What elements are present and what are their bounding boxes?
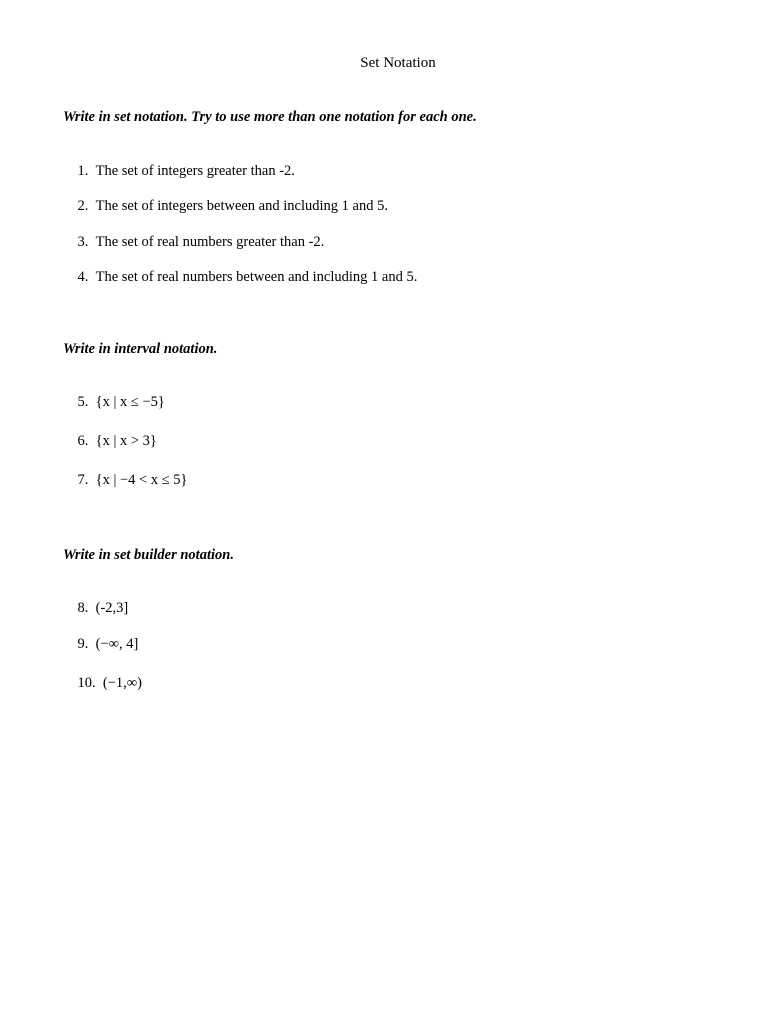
section-heading-interval-notation: Write in interval notation.	[63, 341, 218, 357]
problem-number: 3.	[77, 234, 89, 250]
problem-item-4	[63, 252, 417, 303]
problem-math-expression: (-2,3]	[95, 600, 129, 616]
problem-item-10	[63, 658, 142, 709]
problem-math-expression: {x | x ≤ −5}	[95, 394, 165, 410]
problem-number: 1.	[77, 163, 89, 179]
page-title: Set Notation	[360, 55, 436, 71]
section-heading-set-notation: Write in set notation. Try to use more than one notation for each one.	[63, 109, 477, 125]
problem-number: 10.	[77, 675, 96, 691]
problem-math-expression: (−1,∞)	[102, 675, 142, 691]
problem-math-expression: {x | x > 3}	[95, 433, 157, 449]
problem-number: 9.	[77, 636, 89, 652]
problem-number: 5.	[77, 394, 89, 410]
problem-text: The set of real numbers greater than -2.	[95, 234, 325, 250]
problem-math-expression: {x | −4 < x ≤ 5}	[95, 472, 188, 488]
problem-number: 2.	[77, 198, 89, 214]
problem-number: 8.	[77, 600, 89, 616]
problem-item-7	[63, 455, 188, 506]
problem-number: 6.	[77, 433, 89, 449]
section-heading-set-builder-notation: Write in set builder notation.	[63, 547, 234, 563]
problem-text: The set of integers between and including 1 and 5.	[95, 198, 388, 214]
problem-text: The set of integers greater than -2.	[95, 163, 295, 179]
problem-number: 7.	[77, 472, 89, 488]
problem-number: 4.	[77, 269, 89, 285]
problem-text: The set of real numbers between and including 1 and 5.	[95, 269, 418, 285]
problem-math-expression: (−∞, 4]	[95, 636, 139, 652]
